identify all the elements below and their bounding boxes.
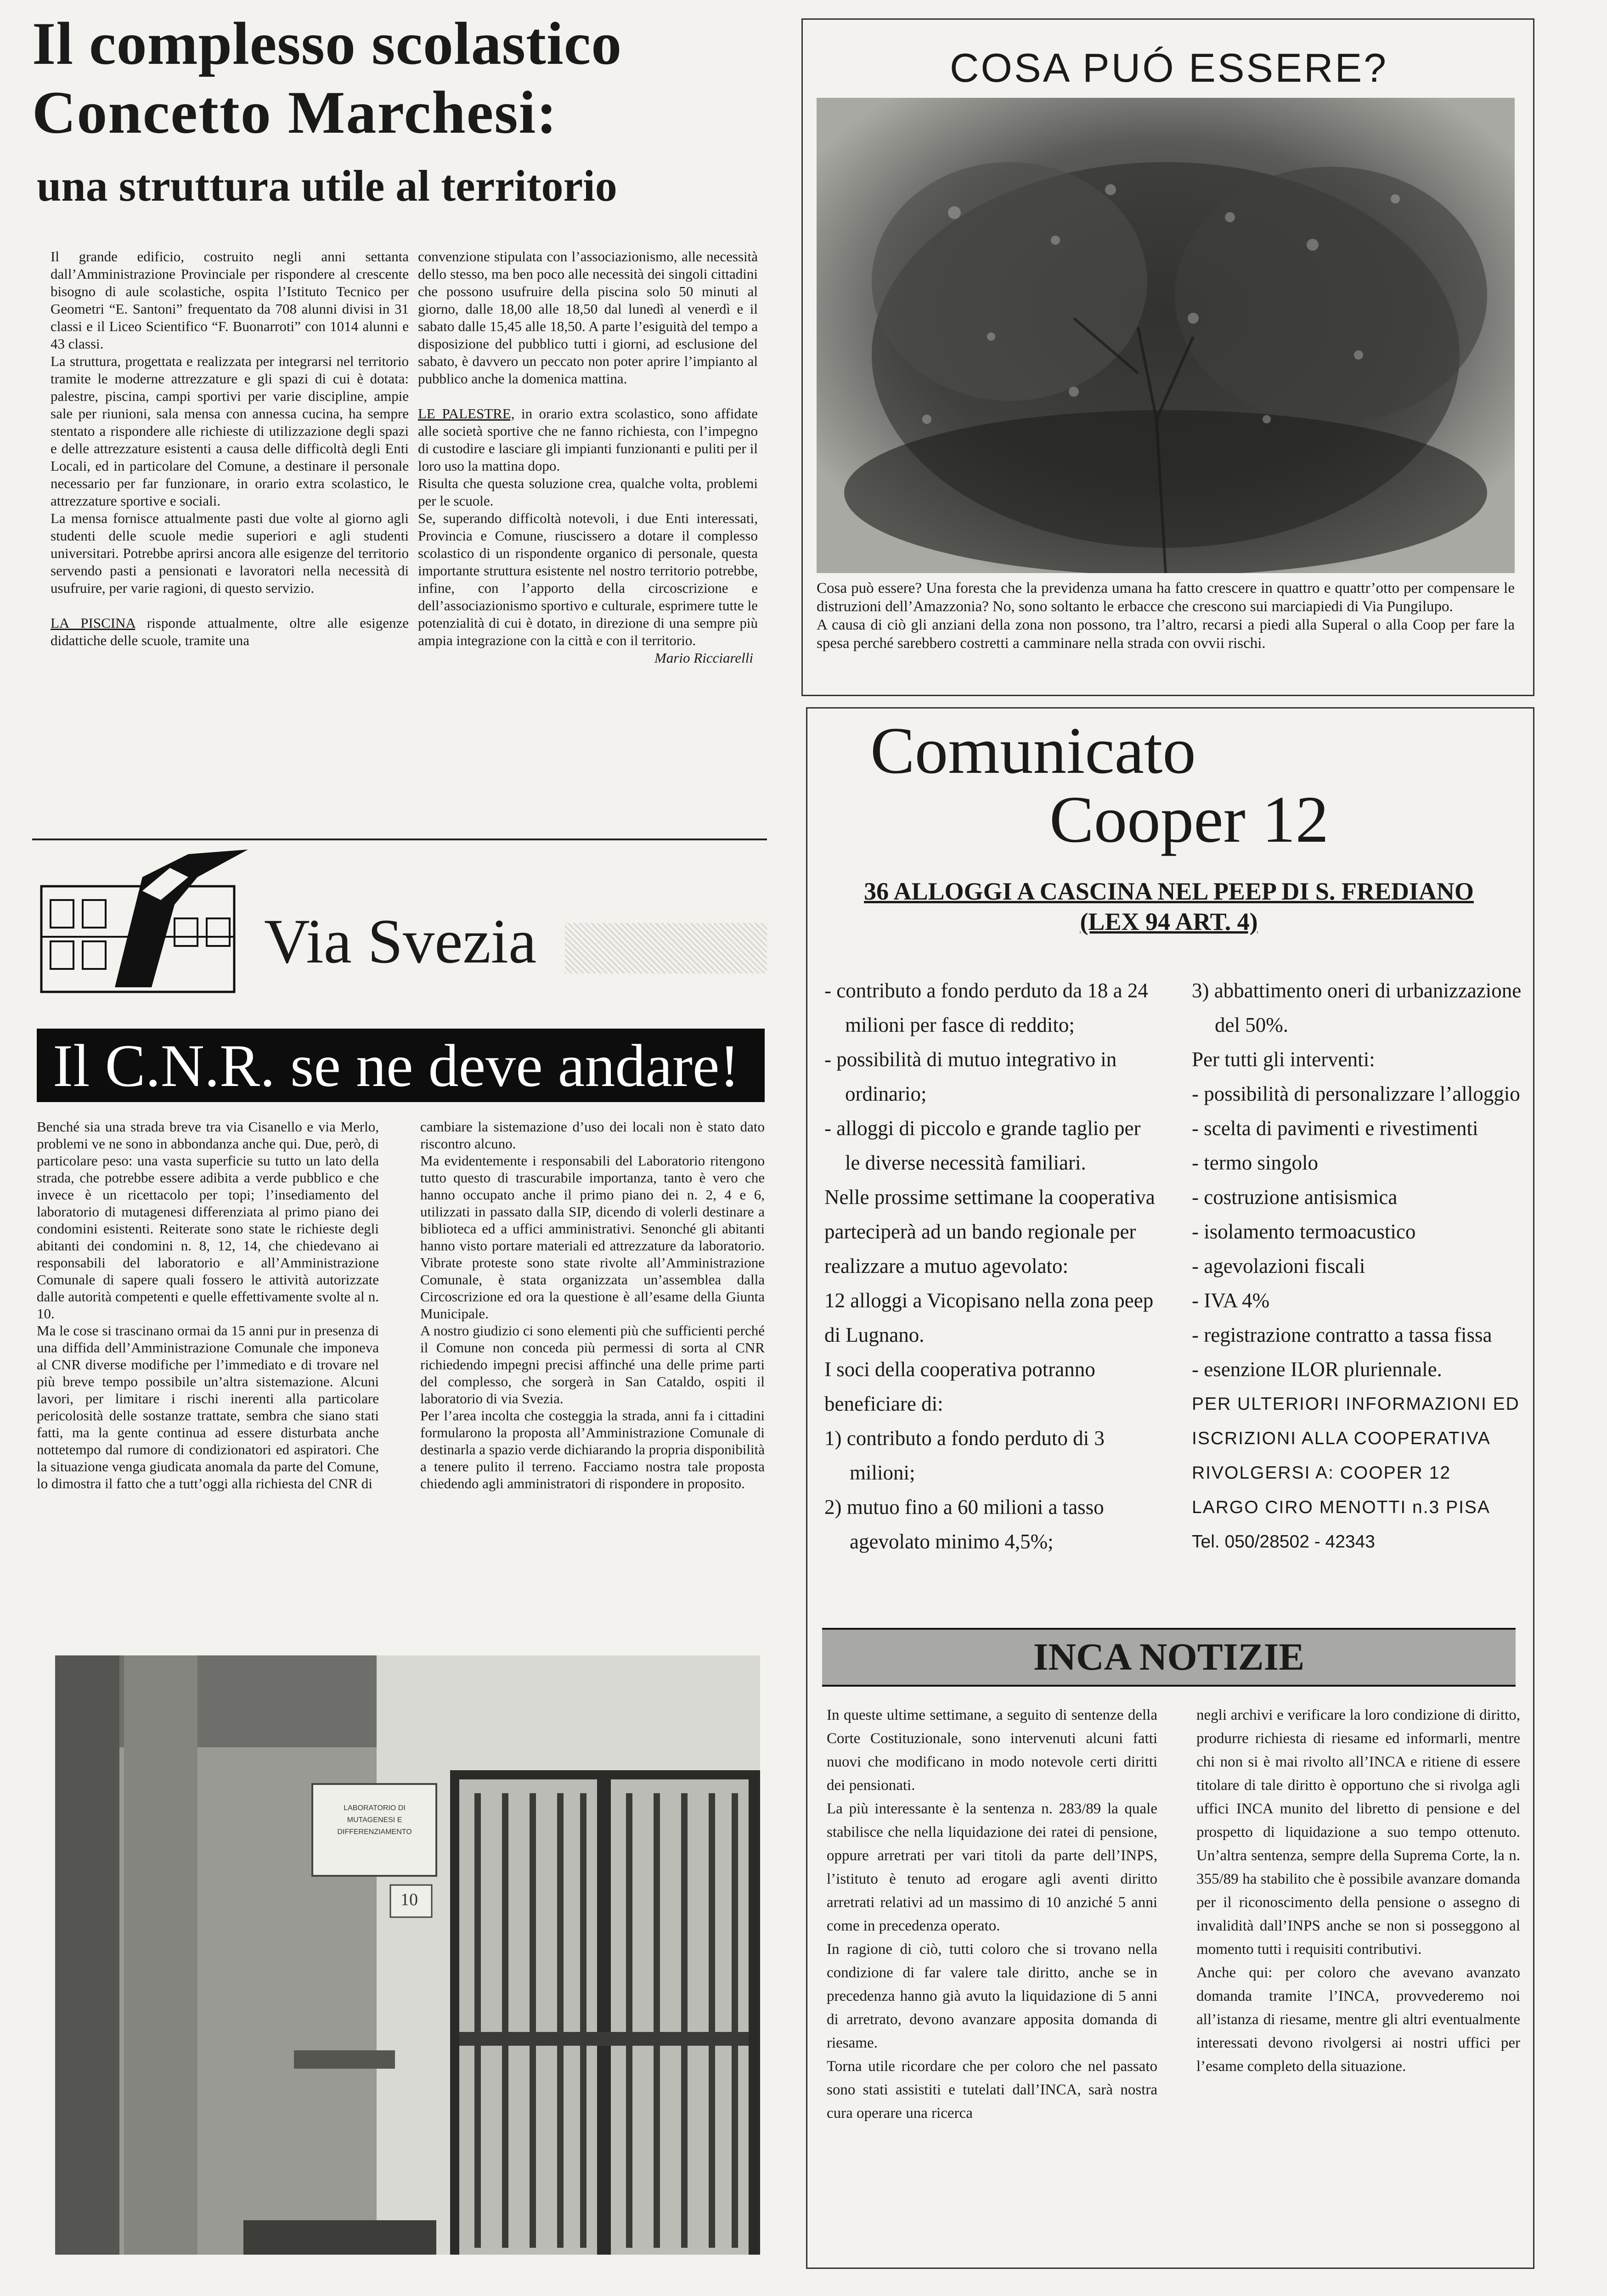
paragraph: Il grande edificio, costruito negli anni settanta dall’Amministrazione Provinciale per rispondere al crescente bisogno di aule scolastiche, ospita l’Istituto Tecnico per Geometri “E. Santoni” frequentato da 708 alunni divisi in 31 classi e il Liceo Scientifico “F. Buonarroti” con 1014 alunni e 43 classi. — [51, 248, 409, 352]
paragraph: In queste ultime settimane, a seguito di sentenze della Corte Costituzionale, sono intervenuti alcuni fatti nuovi che modificano in modo notevole certi diritti dei pensionati. — [827, 1707, 1157, 1794]
list-item: 2) mutuo fino a 60 milioni a tasso agevolato minimo 4,5%; — [824, 1496, 1104, 1553]
paragraph: La più interessante è la sentenza n. 283/89 la quale stabilisce che nella liquidazione dei ratei di pensione, oppure arretrati per vari titoli da parte dell’INPS, l’istituto è tenuto ad erogare agli aventi diritto arretrati relativi ad un massimo di 10 anziché 5 anni come in precedenza operato. — [827, 1801, 1157, 1934]
paragraph: Anche qui: per coloro che avevano avanzato domanda tramite l’INCA, provvederemo noi all’istanza di riesame, mentre gli altri eventualmente interessati devono rivolgersi ai nostri uffici per l’esame completo della situazione. — [1196, 1964, 1520, 2075]
via-svezia-logo — [37, 850, 262, 996]
piscina-text: risponde attualmente, oltre alle esigenze didattiche delle scuole, tramite una — [51, 615, 409, 648]
cnr-column-1 — [37, 1118, 379, 1492]
list-item: - possibilità di personalizzare l’alloggio — [1192, 1082, 1520, 1105]
section-divider — [32, 838, 767, 840]
list-item: - isolamento termoacustico — [1192, 1220, 1416, 1243]
list-item: - registrazione contratto a tassa fissa — [1192, 1323, 1492, 1346]
article-title-line2: Concetto Marchesi: — [32, 79, 558, 146]
photo-box-cosa-puo-essere — [801, 18, 1534, 696]
paragraph: La struttura, progettata e realizzata per integrarsi nel territorio tramite le moderne attrezzature e gli spazi di cui è dotata: palestre, piscina, campi sportivi per varie discipline, ampie sale per riunioni, sala mensa con annessa cucina, ha sempre stentato a rispondere alle richieste di utilizzazione degli spazi e delle attrezzature esistenti a causa delle difficoltà degli Enti Locali, ed in particolare del Comune, a destinare il personale necessario per far funzionare, in orario extra scolastico, le attrezzature sportive e sociali. — [51, 353, 409, 509]
list-item: - agevolazioni fiscali — [1192, 1255, 1365, 1277]
paragraph: Risulta che questa soluzione crea, qualche volta, problemi per le scuole. — [418, 475, 758, 509]
paragraph: cambiare la sistemazione d’uso dei locali non è stato dato riscontro alcuno. — [420, 1119, 765, 1152]
subtitle-line2: (LEX 94 ART. 4) — [1080, 908, 1258, 935]
caption-text-1: Cosa può essere? Una foresta che la previdenza umana ha fatto crescere in quattro e quattr’otto per compensare le distruzioni dell’Amazzonia? No, sono soltanto le erbacce che crescono sui marciapiedi di Via Pungilupo. — [817, 580, 1515, 615]
lab-sign-line1: LABORATORIO DI — [344, 1804, 406, 1812]
paragraph: A nostro giudizio ci sono elementi più che sufficienti perché il Comune non conceda più permessi di sorta al CNR richiedendo impegni precisi affinché una delle prime parti del complesso, che sorgerà in San Cataldo, ospiti il laboratorio di via Svezia. — [420, 1322, 765, 1407]
inca-title-box — [822, 1628, 1516, 1687]
piscina-lead: LA PISCINA — [51, 615, 135, 631]
palestre-text: in orario extra scolastico, sono affidate alle società sportive che ne fanno richiesta, con l’impegno di custodire e lasciare gli impianti funzionanti e puliti per il loro uso la mattina dopo. — [418, 405, 758, 474]
list-item: - contributo a fondo perduto da 18 a 24 milioni per fasce di reddito; — [824, 979, 1148, 1036]
paragraph: Se, superando difficoltà notevoli, i due Enti interessati, Provincia e Comune, riuscissero a dotare il complesso scolastico di un rispondente organico di personale, questa importante struttura esistente nel nostro territorio potrebbe, infine, con l’apporto della circoscrizione e dell’associazionismo sportivo e culturale, esprimere tutte le potenzialità di cui è dotato, in direzione di una sempre più ampia integrazione con la città e con il territorio. — [418, 510, 758, 648]
list-item: - alloggi di piccolo e grande taglio per le diverse necessità familiari. — [824, 1117, 1141, 1174]
inca-column-2 — [1196, 1704, 1520, 2078]
paragraph: Ma evidentemente i responsabili del Laboratorio ritengono tutto questo di trascurabile importanza, tanto è vero che hanno occupato anche il primo piano dei n. 2, 4 e 6, utilizzati in passato dalla SIP, dicendo di volerli destinare a biblioteca ed a uffici amministrativi. Senonché gli abitanti hanno visto portare materiali ed attrezzature da laboratorio. Vibrate proteste sono state rivolte all’Amministrazione Comunale, è stata organizzata un’assemblea dalla Circoscrizione ed ora la questione è all’esame della Giunta Municipale. — [420, 1153, 765, 1322]
article-school-complex — [32, 9, 767, 850]
headline-bar — [37, 1029, 765, 1102]
list-item: - IVA 4% — [1192, 1289, 1270, 1312]
list-item: - esenzione ILOR pluriennale. — [1192, 1358, 1442, 1381]
comunicato-title-line2: Cooper 12 — [1049, 783, 1329, 856]
paragraph — [418, 405, 758, 475]
list-item: - costruzione antisismica — [1192, 1186, 1398, 1209]
paragraph: Nelle prossime settimane la cooperativa parteciperà ad un bando regionale per realizzare a mutuo agevolato: — [824, 1186, 1155, 1277]
via-svezia-kicker: Via Svezia — [264, 906, 537, 976]
lab-sign-line2: MUTAGENESI E DIFFERENZIAMENTO — [337, 1816, 412, 1836]
paragraph — [51, 614, 409, 649]
comunicato-title-line1: Comunicato — [870, 714, 1196, 788]
list-heading: Per tutti gli interventi: — [1192, 1048, 1375, 1071]
lab-sign-text — [316, 1802, 433, 1838]
paragraph: Benché sia una strada breve tra via Cisanello e via Merlo, problemi ve ne sono in abbondanza anche qui. Due, però, di particolare peso: una vasta superficie su tutto un lato della strada, che potrebbe essere adibita a verde pubblico e che invece è un ricettacolo per topi; l’insediamento del laboratorio di mutagenesi differenziata al primo piano dei condomini esistenti. Reiterate sono state le richieste degli abitanti dei condomini n. 8, 12, 14, che chiedevano ai responsabili del laboratorio e all’Amministrazione Comunale di sapere quali fossero le attività autorizzate dalle autorità competenti e quelle effettivamente svolte al n. 10. — [37, 1119, 379, 1322]
headline: Il C.N.R. se ne deve andare! — [53, 1032, 740, 1099]
list-item: 1) contributo a fondo perduto di 3 milioni; — [824, 1427, 1105, 1484]
bushes-photo — [817, 98, 1515, 573]
paragraph: Per l’area incolta che costeggia la strada, anni fa i cittadini formularono la proposta all’Amministrazione Comunale di destinarla a spazio verde dichiarando la propria disponibilità a tenere pulito il terreno. Facciamo nostra tale proposta chiedendo agli amministratori di rispondere in proposito. — [420, 1407, 765, 1491]
laboratory-door-photo — [55, 1655, 760, 2255]
paragraph: I soci della cooperativa potranno beneficiare di: — [824, 1358, 1095, 1415]
article-column-1 — [51, 248, 409, 649]
photo-box-title: COSA PUÓ ESSERE? — [950, 45, 1388, 90]
photo-caption — [817, 579, 1515, 653]
contact-info: PER ULTERIORI INFORMAZIONI ED ISCRIZIONI ALLA COOPERATIVA RIVOLGERSI A: COOPER 12 LARGO CIRO MENOTTI n.3 PISA — [1192, 1394, 1520, 1517]
paragraph: Ma le cose si trascinano ormai da 15 anni pur in presenza di una diffida dell’Amministrazione Comunale che imponeva al CNR diverse modifiche per l’immediato e di trovare nel più breve tempo possibile un’altra sistemazione. Alcuni lavori, per limitare i rischi inerenti alla particolare pericolosità delle sostanze trattate, sembra che siano stati fatti, ma la gente continua ad essere disturbata anche nottetempo dal rumore di condizionatori ed aspiratori. Che la situazione venga giudicata anomala da parte del Comune, lo dimostra il fatto che a tutt’oggi alla richiesta del CNR di — [37, 1322, 379, 1491]
kicker-texture — [565, 923, 767, 974]
list-item: 3) abbattimento oneri di urbanizzazione del 50%. — [1192, 979, 1522, 1036]
list-item: - possibilità di mutuo integrativo in ordinario; — [824, 1048, 1117, 1105]
palestre-lead: LE PALESTRE, — [418, 405, 515, 422]
inca-title: INCA NOTIZIE — [1033, 1636, 1305, 1678]
comunicato-column-1 — [824, 974, 1155, 1559]
comunicato-subtitle — [822, 876, 1516, 937]
paragraph: In ragione di ciò, tutti coloro che si trovano nella condizione di far valere tale diritto, anche se in precedenza hanno già avuto la liquidazione di 5 anni di arretrato, devono avanzare apposita domanda di riesame. — [827, 1941, 1157, 2051]
lab-door-number: 10 — [400, 1890, 418, 1909]
paragraph: 12 alloggi a Vicopisano nella zona peep di Lugnano. — [824, 1289, 1154, 1346]
article-column-2 — [418, 248, 758, 667]
cnr-column-2 — [420, 1118, 765, 1492]
paragraph: Torna utile ricordare che per coloro che nel passato sono stati assistiti e tutelati dall’INCA, sarà nostra cura operare una ricerca — [827, 2058, 1157, 2122]
subtitle-line1: 36 ALLOGGI A CASCINA NEL PEEP DI S. FREDIANO — [864, 878, 1474, 905]
article-subtitle: una struttura utile al territorio — [37, 161, 617, 210]
list-item: - termo singolo — [1192, 1151, 1318, 1174]
inca-column-1 — [827, 1704, 1157, 2125]
paragraph: convenzione stipulata con l’associazionismo, alle necessità dello stesso, ma ben poco alle necessità dei singoli cittadini che possono usufruire della piscina solo 50 minuti al giorno, dalle 18,00 alle 18,50 dal lunedì al venerdì e il sabato dalle 15,45 alle 18,50. A parte l’esiguità del tempo a disposizione del pubblico tutti i giorni, ad esclusione del sabato, è davvero un peccato non poter aprire l’impianto al pubblico anche la domenica mattina. — [418, 248, 758, 387]
caption-text-2: A causa di ciò gli anziani della zona non possono, tra l’altro, recarsi a piedi alla Superal o alla Coop per fare la spesa perché sarebbero costretti a camminare nella strada con ovvii rischi. — [817, 617, 1515, 652]
author: Mario Ricciarelli — [654, 650, 753, 666]
list-item: - scelta di pavimenti e rivestimenti — [1192, 1117, 1478, 1140]
paragraph: La mensa fornisce attualmente pasti due volte al giorno agli studenti delle scuole medie superiori e agli studenti universitari. Potrebbe aprirsi ancora alle esigenze del territorio servendo pasti a pensionati e lavoratori nella necessità di usufruire, per varie ragioni, di questo servizio. — [51, 510, 409, 596]
comunicato-column-2 — [1192, 974, 1522, 1559]
paragraph: negli archivi e verificare la loro condizione di diritto, produrre richiesta di riesame ed informarli, mentre chi non si è mai rivolto all’INCA e ritiene di essere titolare di tale diritto è opportuno che si rivolga agli uffici INCA munito del libretto di pensione e del prospetto di liquidazione a suo tempo ottenuto. Un’altra sentenza, sempre della Suprema Corte, la n. 355/89 ha stabilito che è possibile avanzare domanda per il riconoscimento della pensione o assegno di invalidità dall’INPS anche se non si posseggono al momento tutti i requisiti contributivi. — [1196, 1707, 1520, 1958]
article-title-line1: Il complesso scolastico — [32, 10, 622, 77]
contact-phone: Tel. 050/28502 - 42343 — [1192, 1532, 1375, 1552]
